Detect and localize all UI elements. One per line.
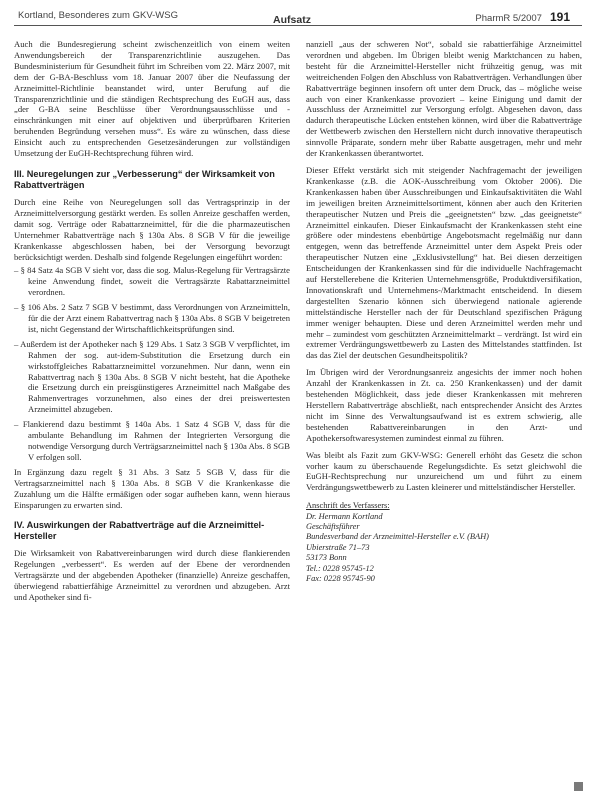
author-role: Geschäftsführer (306, 522, 360, 532)
paragraph: Durch eine Reihe von Neuregelungen soll das Vertragsprinzip in der Arzneimittelversorgung gestärkt werden. Es sollen Anreize geschaffen werden, damit sog. Verträge oder Rabattarzneimittel, für die die pharmazeutischen Unternehmer Rabattverträge nach § 130a Abs. 8 SGB V für die jeweilige Krankenkasse abgeschlossen haben, bei der Versorgung bevorzugt berücksichtigt werden. Deshalb sind folgende Regelungen eingeführt worden: (14, 196, 290, 262)
list-item: – Flankierend dazu bestimmt § 140a Abs. 1 Satz 4 SGB V, dass für die ambulante Behandlung im Rahmen der Integrierten Versorgung die notwendige Versorgung durch Verträgsarzneimittel nach § 130a Abs. 8 SGB V erfolgen soll. (14, 419, 290, 462)
list-item: – Außerdem ist der Apotheker nach § 129 Abs. 1 Satz 3 SGB V verpflichtet, im Rahmen der sog. aut-idem-Substitution die Ersetzung durch ein wirkstoffgleiches Rabattarzneimittel vorzunehmen. Nur dann, wenn ein Rabattvertrag nach § 130a Abs. 8 SGB V nicht besteht, hat die Apotheke die Ersetzung durch ein preisgünstigeres Arzneimittel nach Maßgabe des Rahmenvertrages vorzunehmen, also eines der drei preiswertesten Arzneimittel abzugeben. (14, 338, 290, 415)
page-number: 191 (549, 10, 570, 24)
journal-info (475, 10, 570, 24)
section-heading-iii: III. Neuregelungen zur „Verbesserung“ der Wirksamkeit von Rabattverträgen (14, 168, 275, 190)
section-label: Aufsatz (273, 14, 311, 26)
end-mark-square (574, 782, 583, 791)
author-street: Ubierstraße 71–73 (306, 542, 370, 552)
author-organization: Bundesverband der Arzneimittel-Hersteller e.V. (BAH) (306, 532, 489, 542)
author-label: Anschrift des Verfassers: (306, 501, 390, 511)
paragraph: Die Wirksamkeit von Rabattvereinbarungen wird durch diese flankierenden Regelungen „verbessert“. Es werden auf der Ebene der verordnenden Vertragsärzte und der abgebenden Apotheker (finanzielle) Anreize geschaffen, überwiegend rabattierfähige Arzneimittel zu verordnen und abzugeben. Arzt und Apotheker sind fi- (14, 548, 290, 603)
author-address (306, 501, 582, 584)
author-name: Dr. Hermann Kortland (306, 511, 383, 521)
page-header (0, 0, 605, 30)
right-column (306, 39, 582, 585)
paragraph: In Ergänzung dazu regelt § 31 Abs. 3 Satz 5 SGB V, dass für die Vertragsarzneimittel nach § 130a Abs. 8 SGB V die Krankenkasse die Zuzahlung um die Hälfte ermäßigen oder sogar aufheben kann, wenn hieraus Einsparungen zu erwarten sind. (14, 466, 290, 510)
list-item: – § 106 Abs. 2 Satz 7 SGB V bestimmt, dass Verordnungen von Arzneimitteln, für die der Arzt einem Rabattvertrag nach § 130a Abs. 8 SGB V beigetreten ist, nicht Gegenstand der Wirtschaftlichkeitsprüfungen sind. (14, 302, 290, 334)
author-phone: Tel.: 0228 95745-12 (306, 563, 374, 573)
paragraph: Was bleibt als Fazit zum GKV-WSG: Generell erhöht das Gesetz die schon vorher kaum zu überschauende Regelungsdichte. Es setzt gleichwohl die EuGH-Rechtsprechung nur unzureichend um und führt zu einem Verdrängungswettbewerb zu Lasten kleinerer und mittelständischer Hersteller. (306, 449, 582, 493)
running-title: Kortland, Besonderes zum GKV-WSG (18, 10, 178, 21)
paragraph: nanziell „aus der schweren Not“, sobald sie rabattierfähige Arzneimittel verordnen und abgeben. Im Übrigen bleibt wenig Marktchancen zu haben, besteht für die Arzneimittel-Hersteller nicht frühzeitig genug, was mit weitreichenden Folgen den Abschluss von Rabattverträgen. Verhandlungen über Rabattverträge beginnen insofern oft unter dem Druck, das – mögliche weise auch von einer Krankenkasse provoziert – keine Einigung und damit der Ausschluss der Arzneimittel zur Versorgung erfolgt. Abgesehen davon, dass dadurch therapeutische Lücken entstehen können, wird über die Rabattverträge der Wettbewerb zwischen den Herstellern nicht durch innovative therapeutisch sinnvolle Präparate, sondern mehr über Rabatte ausgetragen, mehr und mehr der Krankenkassen überantwortet. (306, 39, 582, 159)
paragraph: Im Übrigen wird der Verordnungsanreiz angesichts der immer noch hohen Anzahl der Krankenkassen in Zt. ca. 250 Krankenkassen) und der damit bestehenden Möglichkeit, dass jede dieser Krankenkassen mit mehreren Herstellern Rabattverträge abschließt, nach entsprechender Ansicht des Arztes nicht im Sinne des Verwaltungsaufwand ist es extrem schwierig, alle bestehenden Rabattvereinbarungen in den Arzt- und Apothekersoftwaresystemen zumindest einmal zu führen. (306, 367, 582, 443)
author-city: 53173 Bonn (306, 553, 347, 563)
list-item: – § 84 Satz 4a SGB V sieht vor, dass die sog. Malus-Regelung für Vertragsärzte keine Anwendung findet, soweit die Vertragsärzte Rabattarzneimittel verordnen. (14, 265, 290, 298)
header-rule (14, 25, 582, 26)
paragraph: Dieser Effekt verstärkt sich mit steigender Nachfragemacht der jeweiligen Krankenkasse (z.B. die AOK-Ausschreibung vom Oktober 2006). Die Krankenkassen haben über Ausschreibungen und Einkaufsaktivitäten die Wahl im jeweiligen breiten Arzneimittelsortiment, können aber auch den Kriterien therapeutischer Nutzen und Preis die „geeignetsten“ bzw. „das geeignetste“ Arzneimittel einkaufen. Dieser Einkaufsmacht der Krankenkassen steht eine größere oder mindestens ebenbürtige Angebotsmacht regelmäßig nur dann entgegen, wenn das betreffende Arzneimittel unter dem Aspekt Preis oder therapeutischer Nutzen eine „Exklusivstellung“ hat. Bei diesen derzeitigen Entscheidungen der Krankenkassen sind für die individuelle Nachfragemacht auf Herstellerebene die Kriterien Unternehmensgröße, Produktdiversifikation, Innovationskraft und Unternehmens-/Marktmacht entscheidend. In diesem dargestellten Szenario können sich überwiegend nationale agierende mittelständische Hersteller nach der für Deutschland spezifischen Prägung immer weniger behaupten. Diese und deren Arzneimittel werden mehr und mehr – zumindest vom geschützten Arzneimittelmarkt – verdrängt. Ist wird ein extremer Verdrängungswettbewerb zu Lasten des Mittelstandes stattfinden. Ist das das Ziel der deutschen Gesundheitspolitik? (306, 164, 582, 361)
paragraph: Auch die Bundesregierung scheint zwischenzeitlich von einem weiten Anwendungsbereich der Transparenzrichtlinie auszugehen. Das Bundesministerium für Gesundheit führt im Schreiben vom 22. März 2007, mit dem der G-BA-Beschluss vom 18. Januar 2007 über die Neufassung der Arzneimittel-Richtlinie beanstandet wird, unter Berufung auf die Transparenzrichtlinie und die ständigen Rechtsprechung des EuGH aus, dass „der G-BA seine Beschlüsse über Verordnungsausschlüsse und -einschränkungen mit einer auf objektiven und überprüfbaren Kriterien beruhenden Begründung versehen muss“. Es wäre zu wünschen, dass diese Einsicht auch zu entsprechenden Gesetzesänderungen zur vollständigen Umsetzung der EuGH-Rechtsprechung führen wird. (14, 39, 290, 159)
left-column (14, 39, 290, 606)
journal-name: PharmR 5/2007 (475, 13, 542, 24)
author-fax: Fax: 0228 95745-90 (306, 574, 375, 584)
section-heading-iv: IV. Auswirkungen der Rabattverträge auf die Arzneimittel-Hersteller (14, 520, 265, 542)
